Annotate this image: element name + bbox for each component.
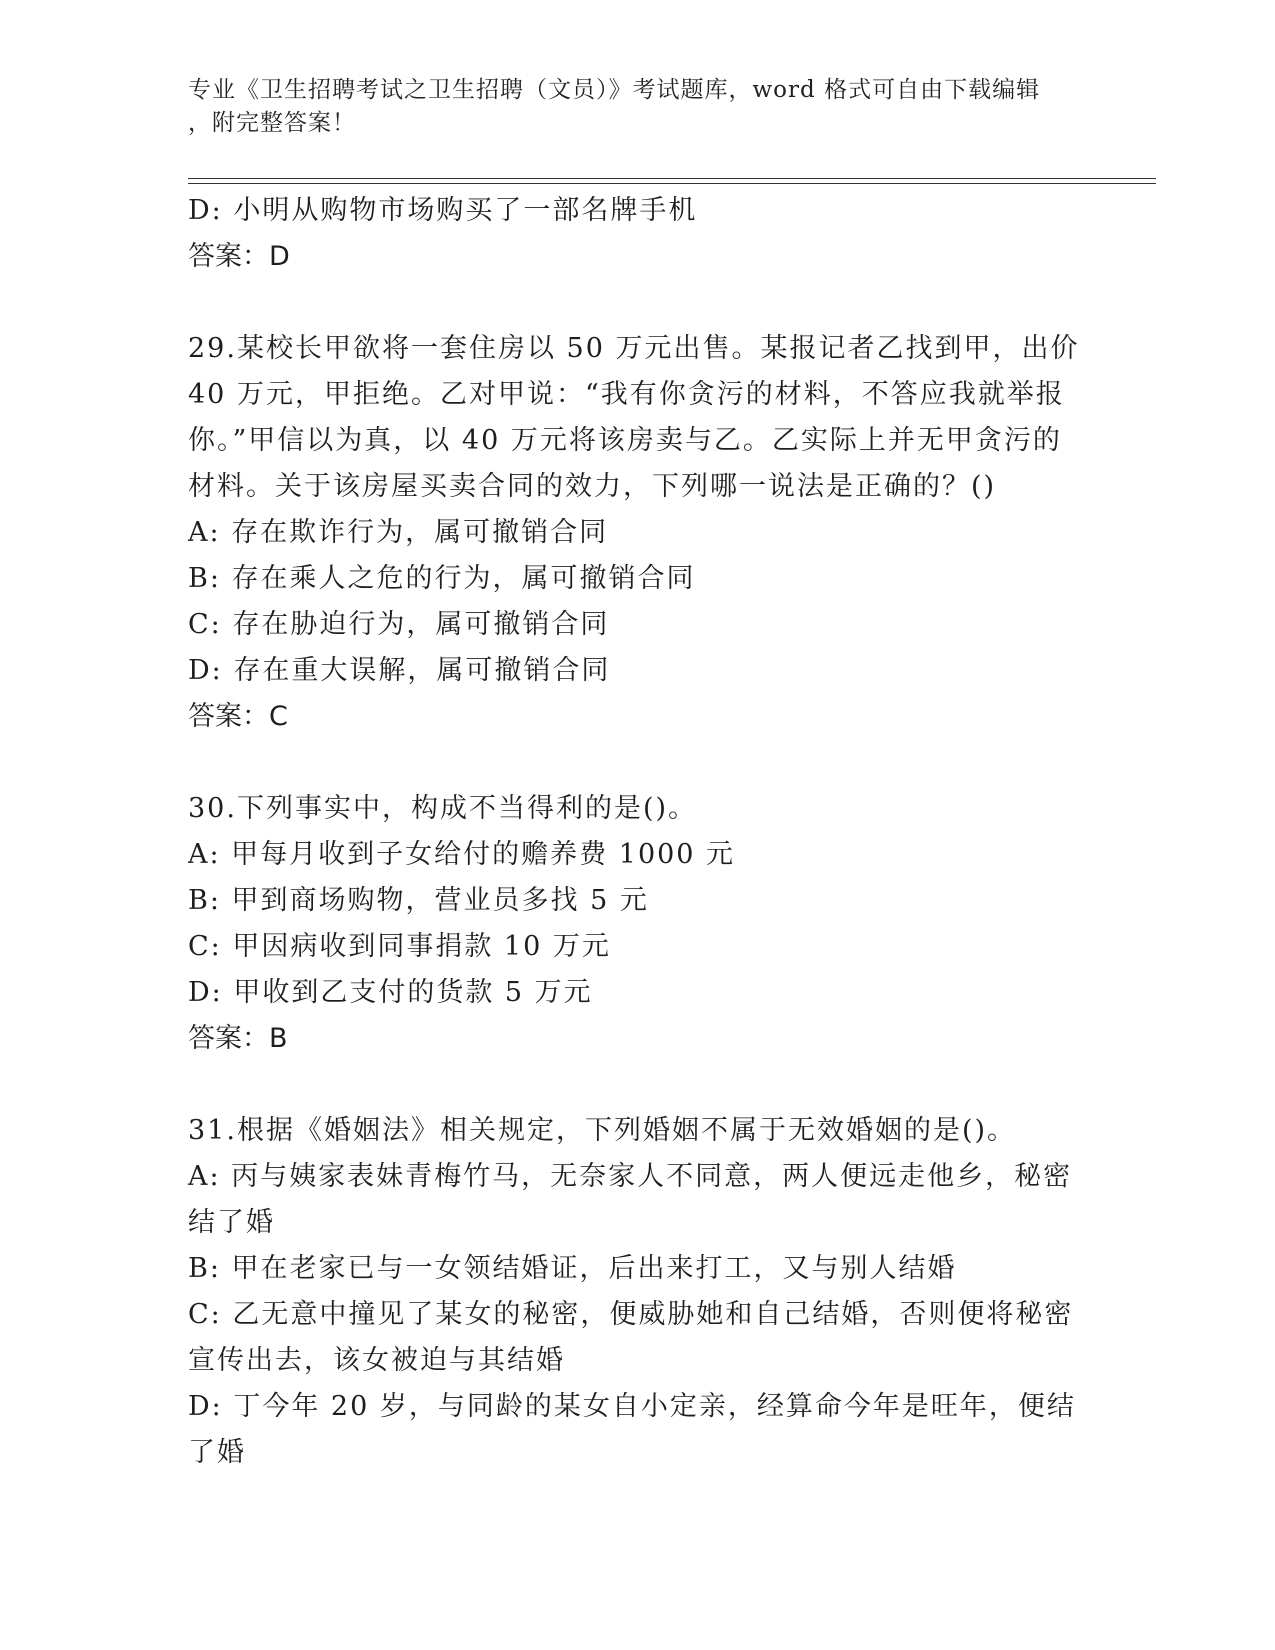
q29-option-d: D: 存在重大误解，属可撤销合同 (188, 655, 611, 686)
q29-stem-line: 29.某校长甲欲将一套住房以 50 万元出售。某报记者乙找到甲，出价 (188, 333, 1080, 364)
q31-option-d: D: 丁今年 20 岁，与同龄的某女自小定亲，经算命今年是旺年，便结 (188, 1391, 1076, 1422)
q30-option-d: D: 甲收到乙支付的货款 5 万元 (188, 977, 593, 1008)
q29-answer: 答案：C (188, 701, 288, 732)
q31-option-c-cont: 宣传出去，该女被迫与其结婚 (188, 1345, 565, 1376)
q31-option-a: A: 丙与姨家表妹青梅竹马，无奈家人不同意，两人便远走他乡，秘密 (188, 1161, 1073, 1192)
header-line-1: 专业《卫生招聘考试之卫生招聘（文员）》考试题库，word 格式可自由下载编辑 (188, 77, 1041, 103)
spacer (188, 280, 1088, 326)
document-header (188, 74, 1088, 140)
q29-stem-line: 40 万元，甲拒绝。乙对甲说：“我有你贪污的材料，不答应我就举报 (188, 379, 1065, 410)
q28-option-d: D: 小明从购物市场购买了一部名牌手机 (188, 195, 698, 226)
header-line-2: ，附完整答案！ (188, 110, 356, 136)
question-content (188, 188, 1088, 1476)
q31-option-b: B: 甲在老家已与一女领结婚证，后出来打工，又与别人结婚 (188, 1253, 957, 1284)
q31-option-a-cont: 结了婚 (188, 1207, 275, 1238)
header-divider-top (188, 178, 1156, 179)
q30-answer: 答案：B (188, 1023, 288, 1054)
spacer (188, 740, 1088, 786)
q29-stem-line: 材料。关于该房屋买卖合同的效力，下列哪一说法是正确的？() (188, 471, 997, 502)
q31-option-d-cont: 了婚 (188, 1437, 246, 1468)
q31-option-c: C: 乙无意中撞见了某女的秘密，便威胁她和自己结婚，否则便将秘密 (188, 1299, 1074, 1330)
q29-option-b: B: 存在乘人之危的行为，属可撤销合同 (188, 563, 696, 594)
q30-stem: 30.下列事实中，构成不当得利的是()。 (188, 793, 698, 824)
q29-stem-line: 你。”甲信以为真，以 40 万元将该房卖与乙。乙实际上并无甲贪污的 (188, 425, 1062, 456)
q30-option-a: A: 甲每月收到子女给付的赡养费 1000 元 (188, 839, 736, 870)
q30-option-b: B: 甲到商场购物，营业员多找 5 元 (188, 885, 649, 916)
q29-option-c: C: 存在胁迫行为，属可撤销合同 (188, 609, 610, 640)
header-divider-bottom (188, 183, 1156, 184)
q28-answer: 答案：D (188, 241, 290, 272)
q31-stem: 31.根据《婚姻法》相关规定，下列婚姻不属于无效婚姻的是()。 (188, 1115, 1017, 1146)
q29-option-a: A: 存在欺诈行为，属可撤销合同 (188, 517, 609, 548)
spacer (188, 1062, 1088, 1108)
q30-option-c: C: 甲因病收到同事捐款 10 万元 (188, 931, 611, 962)
